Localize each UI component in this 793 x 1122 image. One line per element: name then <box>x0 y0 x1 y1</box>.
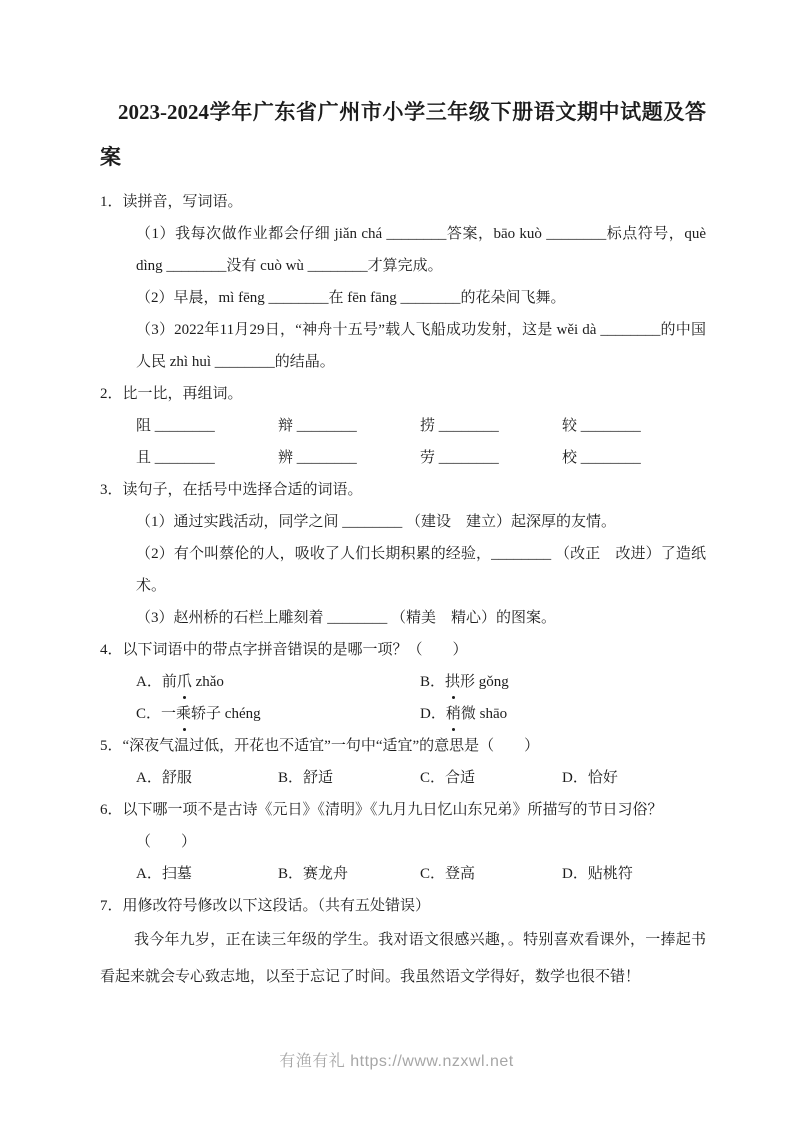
question-7 <box>100 890 706 996</box>
option-text: 形 gǒng <box>460 674 509 690</box>
q5-stem: 5．“深夜气温过低，开花也不适宜”一句中“适宜”的意思是（ ） <box>100 738 540 754</box>
question-1 <box>100 186 706 378</box>
option-text: zhǎo <box>191 674 224 690</box>
q6-options-row <box>100 858 706 890</box>
footer-watermark: 有渔有礼 https://www.nzxwl.net <box>279 1053 514 1070</box>
q6-option-c: C．登高 <box>420 866 476 882</box>
q6-option-b: B．赛龙舟 <box>278 866 349 882</box>
q4-option-c <box>136 698 420 730</box>
q1-sub-3: （3）2022年11月29日，“神舟十五号”载人飞船成功发射，这是 wěi dà ________的中国人民 zhì huì ________的结晶。 <box>136 322 706 370</box>
q1-sub-1: （1）我每次做作业都会仔细 jiǎn chá ________答案，bāo kuò ________标点符号，què dìng ________没有 cuò wù ________才算完成。 <box>136 226 706 274</box>
q2-word-blank: 较 ________ <box>562 418 641 434</box>
q6-answer-paren: （ ） <box>136 834 197 850</box>
q4-options-row-1 <box>100 666 706 698</box>
option-text: D． <box>420 706 446 722</box>
option-text: 微 shāo <box>460 706 508 722</box>
q4-stem: 4．以下词语中的带点字拼音错误的是哪一项？（ ） <box>100 642 468 658</box>
q7-stem: 7．用修改符号修改以下这段话。（共有五处错误） <box>100 898 431 914</box>
q6-option-a: A．扫墓 <box>136 866 192 882</box>
question-3 <box>100 474 706 634</box>
question-4 <box>100 634 706 730</box>
q2-word-blank: 且 ________ <box>136 450 215 466</box>
q7-paragraph: 我今年九岁，正在读三年级的学生。我对语文很感兴趣，。特别喜欢看课外，一捧起书看起来就会专心致志地，以至于忘记了时间。我虽然语文学得好，数学也很不错！ <box>100 932 706 985</box>
question-2 <box>100 378 706 474</box>
q3-sub-1: （1）通过实践活动，同学之间 ________ （建设 建立）起深厚的友情。 <box>136 514 617 530</box>
q6-option-d: D．贴桃符 <box>562 866 633 882</box>
q3-sub-3: （3）赵州桥的石栏上雕刻着 ________ （精美 精心）的图案。 <box>136 610 557 626</box>
option-text: A．前 <box>136 674 177 690</box>
option-text: C．一 <box>136 706 177 722</box>
q3-sub-2: （2）有个叫蔡伦的人，吸收了人们长期积累的经验，________ （改正 改进）了造纸术。 <box>136 546 706 594</box>
q2-word-blank: 辨 ________ <box>278 450 357 466</box>
q2-word-blank: 辩 ________ <box>278 418 357 434</box>
q4-option-d <box>420 698 507 730</box>
dotted-char: 稍 <box>446 698 461 730</box>
page-title: 2023-2024学年广东省广州市小学三年级下册语文期中试题及答案 <box>100 100 706 169</box>
dotted-char: 拱 <box>445 666 460 698</box>
q6-stem: 6．以下哪一项不是古诗《元日》《清明》《九月九日忆山东兄弟》所描写的节日习俗？ <box>100 802 663 818</box>
q2-word-blank: 阻 ________ <box>136 418 215 434</box>
option-text: 轿子 chéng <box>191 706 261 722</box>
q3-stem: 3．读句子，在括号中选择合适的词语。 <box>100 482 363 498</box>
q5-option-a: A．舒服 <box>136 770 192 786</box>
q2-stem: 2．比一比，再组词。 <box>100 386 243 402</box>
q5-option-d: D．恰好 <box>562 770 618 786</box>
question-5 <box>100 730 706 794</box>
q2-row-2 <box>100 442 706 474</box>
q5-options-row <box>100 762 706 794</box>
q5-option-b: B．舒适 <box>278 770 334 786</box>
q4-options-row-2 <box>100 698 706 730</box>
dotted-char: 乘 <box>176 698 191 730</box>
option-text: B． <box>420 674 446 690</box>
q2-word-blank: 捞 ________ <box>420 418 499 434</box>
dotted-char: 爪 <box>177 666 192 698</box>
q5-option-c: C．合适 <box>420 770 476 786</box>
q1-stem: 1．读拼音，写词语。 <box>100 194 243 210</box>
q4-option-b <box>420 666 509 698</box>
q2-word-blank: 劳 ________ <box>420 450 499 466</box>
exam-content <box>100 90 706 996</box>
q1-sub-2: （2）早晨，mì fēng ________在 fēn fāng ________的花朵间飞舞。 <box>136 290 566 306</box>
q2-row-1 <box>100 410 706 442</box>
question-6 <box>100 794 706 890</box>
q4-option-a <box>136 666 420 698</box>
q2-word-blank: 校 ________ <box>562 450 641 466</box>
